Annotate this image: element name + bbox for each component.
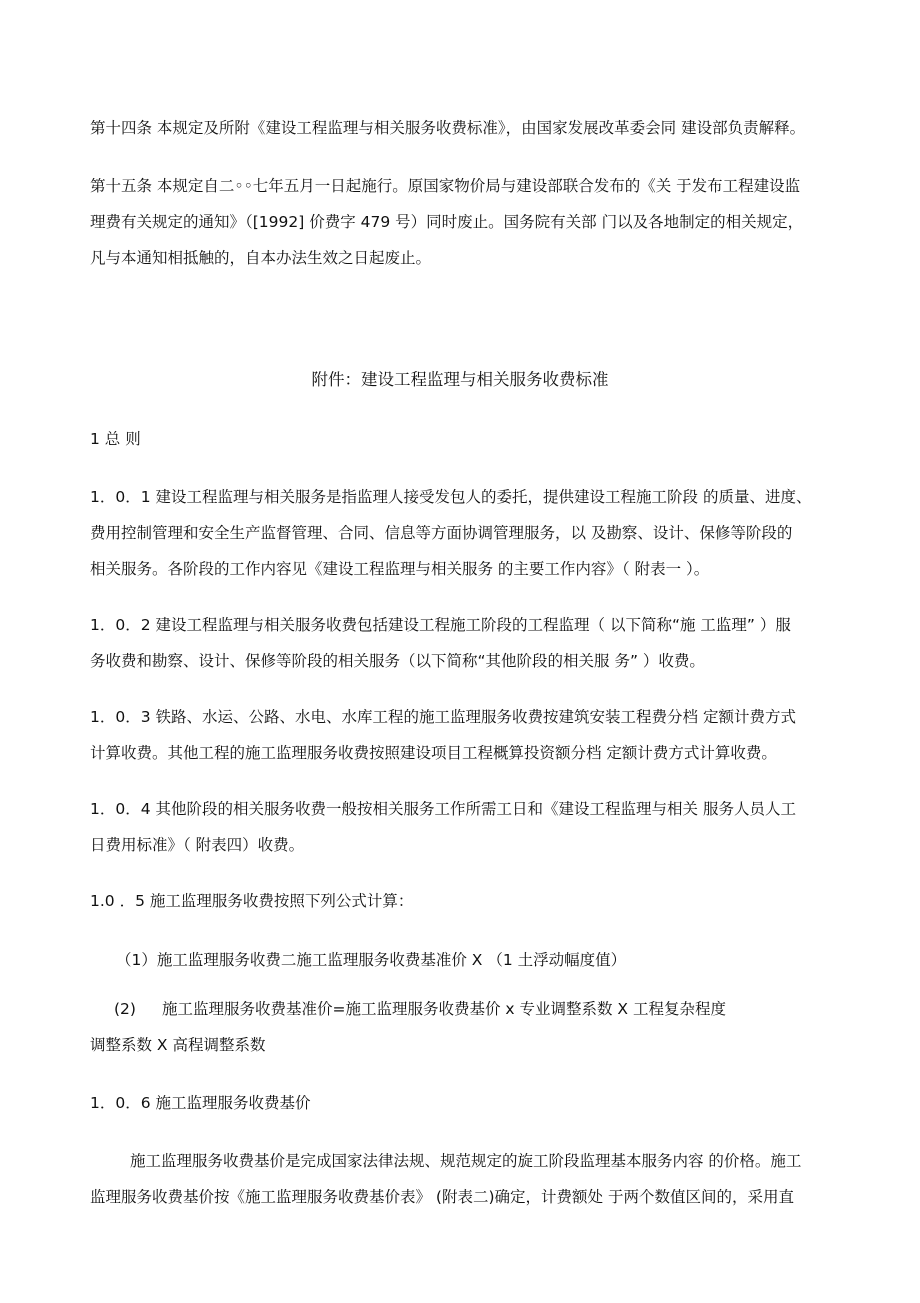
- clause-1-0-6-body-line-2: 监理服务收费基价按《施工监理服务收费基价表》 (附表二)确定，计费额处 于两个数值区间的，采用直: [90, 1188, 794, 1206]
- clause-1-0-2-line-2: 务收费和勘察、设计、保修等阶段的相关服务（以下简称“其他阶段的相关服 务” ）收费。: [90, 652, 705, 670]
- article-14-line: 第十四条 本规定及所附《建设工程监理与相关服务收费标准》，由国家发展改革委会同 建设部负责解释。: [90, 119, 806, 137]
- formula-1: [90, 942, 838, 978]
- formula-2-text: 施工监理服务收费基准价=施工监理服务收费基价 x 专业调整系数 X 工程复杂程度: [161, 1000, 726, 1018]
- clause-1-0-3: [90, 699, 838, 771]
- section-1-heading-text: 1 总 则: [90, 430, 141, 448]
- clause-1-0-4-line-2: 日费用标准》（ 附表四）收费。: [90, 836, 305, 854]
- clause-1-0-6-heading-text: 1．0．6 施工监理服务收费基价: [90, 1094, 311, 1112]
- clause-1-0-4: [90, 791, 838, 863]
- clause-1-0-3-line-2: 计算收费。其他工程的施工监理服务收费按照建设项目工程概算投资额分档 定额计费方式计算收费。: [90, 744, 777, 762]
- article-15-line-3: 凡与本通知相抵触的，自本办法生效之日起废止。: [90, 249, 432, 267]
- clause-1-0-3-line-1: 1．0．3 铁路、水运、公路、水电、水库工程的施工监理服务收费按建筑安装工程费分档 定额计费方式: [90, 708, 796, 726]
- clause-1-0-6-body: [90, 1143, 838, 1215]
- formula-2: [90, 991, 838, 1063]
- section-1-heading: [90, 421, 838, 457]
- article-15: [90, 168, 838, 276]
- clause-1-0-5: [90, 883, 838, 919]
- clause-1-0-1-line-1: 1．0．1 建设工程监理与相关服务是指监理人接受发包人的委托，提供建设工程施工阶段 的质量、进度、: [90, 488, 812, 506]
- article-14: [90, 110, 838, 146]
- clause-1-0-1-line-3: 相关服务。各阶段的工作内容见《建设工程监理与相关服务 的主要工作内容》（ 附表一 ）。: [90, 560, 710, 578]
- clause-1-0-1-line-2: 费用控制管理和安全生产监督管理、合同、信息等方面协调管理服务，以 及勘察、设计、保修等阶段的: [90, 524, 793, 542]
- clause-1-0-2: [90, 607, 838, 679]
- clause-1-0-6-heading: [90, 1085, 838, 1121]
- clause-1-0-4-line-1: 1．0．4 其他阶段的相关服务收费一般按相关服务工作所需工日和《建设工程监理与相关 服务人员人工: [90, 800, 796, 818]
- formula-2-line-2: 调整系数 X 高程调整系数: [90, 1036, 266, 1054]
- clause-1-0-5-text: 1.0 ．5 施工监理服务收费按照下列公式计算：: [90, 892, 414, 910]
- formula-2-line-1: [90, 991, 838, 1027]
- clause-1-0-2-line-1: 1．0．2 建设工程监理与相关服务收费包括建设工程施工阶段的工程监理（ 以下简称“施 工监理” ）服: [90, 616, 791, 634]
- clause-1-0-1: [90, 479, 838, 587]
- formula-2-number: (2): [114, 1000, 136, 1018]
- attachment-title: 附件：建设工程监理与相关服务收费标准: [311, 370, 609, 389]
- article-15-line-2: 理费有关规定的通知》（[1992] 价费字 479 号）同时废止。国务院有关部 门以及各地制定的相关规定，: [90, 213, 804, 231]
- article-15-line-1: 第十五条 本规定自二◦◦七年五月一日起施行。原国家物价局与建设部联合发布的《关 于发布工程建设监: [90, 177, 801, 195]
- formula-1-text: （1）施工监理服务收费二施工监理服务收费基准价 X （1 土浮动幅度值）: [116, 951, 627, 969]
- clause-1-0-6-body-line-1: 施工监理服务收费基价是完成国家法律法规、规范规定的旋工阶段监理基本服务内容 的价格。施工: [130, 1152, 802, 1170]
